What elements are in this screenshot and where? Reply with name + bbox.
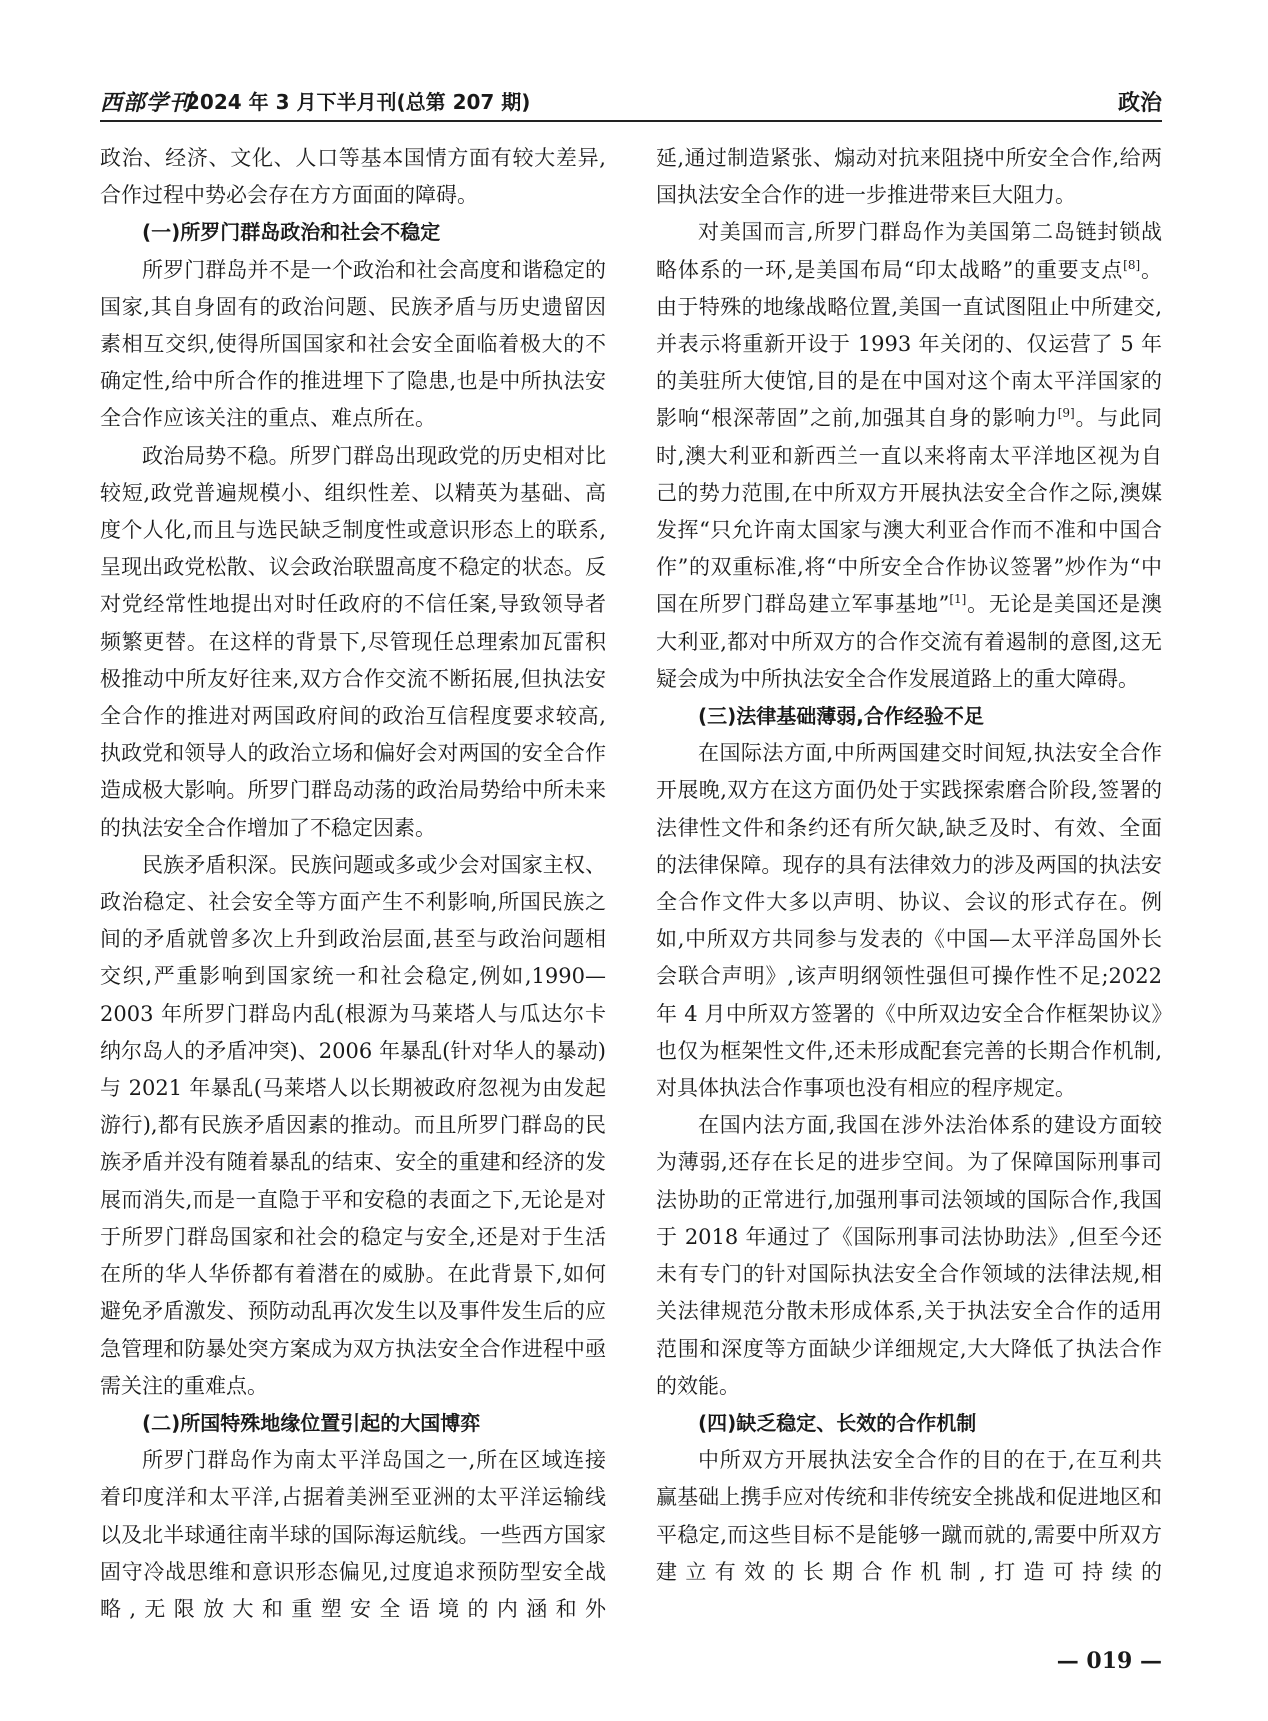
page-header [100,86,1162,122]
issue-info: 2024 年 3 月下半月刊(总第 207 期) [186,90,531,114]
paragraph: 在国际法方面,中所两国建交时间短,执法安全合作开展晚,双方在这方面仍处于实践探索磨合阶段,签署的法律性文件和条约还有所欠缺,缺乏及时、有效、全面的法律保障。现存的具有法律效力的涉及两国的执法安全合作文件大多以声明、协议、会议的形式存在。例如,中所双方共同参与发表的《中国—太平洋岛国外长会联合声明》,该声明纲领性强但可操作性不足;2022 年 4 月中所双方签署的《中所双边安全合作框架协议》也仅为框架性文件,还未形成配套完善的长期合作机制,对具体执法合作事项也没有相应的程序规定。 [656,741,1162,1101]
citation-marker: [9] [1057,406,1075,421]
section-heading: (三)法律基础薄弱,合作经验不足 [698,704,984,729]
journal-masthead: 西部学刊 [100,90,193,116]
paragraph: 民族矛盾积深。民族问题或多或少会对国家主权、政治稳定、社会安全等方面产生不利影响,所国民族之间的矛盾就曾多次上升到政治层面,甚至与政治问题相交织,严重影响到国家统一和社会稳定,例如,1990—2003 年所罗门群岛内乱(根源为马莱塔人与瓜达尔卡纳尔岛人的矛盾冲突)、2006 年暴乱(针对华人的暴动)与 2021 年暴乱(马莱塔人以长期被政府忽视为由发起游行),都有民族矛盾因素的推动。而且所罗门群岛的民族矛盾并没有随着暴乱的结束、安全的重建和经济的发展而消失,而是一直隐于平和安稳的表面之下,无论是对于所罗门群岛国家和社会的稳定与安全,还是对于生活在所的华人华侨都有着潜在的威胁。在此背景下,如何避免矛盾激发、预防动乱再次发生以及事件发生后的应急管理和防暴处突方案成为双方执法安全合作进程中亟需关注的重难点。 [100,852,606,1398]
paragraph: 中所双方开展执法安全合作的目的在于,在互利共赢基础上携手应对传统和非传统安全挑战和促进地区和平稳定,而这些目标不是能够一蹴而就的,需要中所双方建立有效的长期合作机制,打造可持续的 [656,1448,1162,1584]
citation-marker: [8] [1123,257,1141,272]
left-column [100,140,606,1628]
paragraph: 政治、经济、文化、人口等基本国情方面有较大差异, [100,146,606,170]
paragraph-text: 。由于特殊的地缘战略位置,美国一直试图阻止中所建交,并表示将重新开设于 1993 年关闭的、仅运营了 5 年的美驻所大使馆,目的是在中国对这个南太平洋国家的影响“根深蒂固”之前,加强其自身的影响力 [656,257,1162,431]
paragraph-text: 对美国而言,所罗门群岛作为美国第二岛链封锁战略体系的一环,是美国布局“印太战略”的重要支点 [656,220,1162,282]
citation-marker: [1] [949,592,967,607]
paragraph: 合作过程中势必会存在方方面面的障碍。 [100,183,478,208]
paragraph: 所罗门群岛作为南太平洋岛国之一,所在区域连接着印度洋和太平洋,占据着美洲至亚洲的太平洋运输线以及北半球通往南半球的国际海运航线。一些西方国家固守冷战思维和意识形态偏见,过度追求预防型安全战略,无限放大和重塑安全语境的内涵和外 [100,1448,606,1621]
section-heading: (四)缺乏稳定、长效的合作机制 [698,1410,977,1435]
paragraph-text: 。与此同时,澳大利亚和新西兰一直以来将南太平洋地区视为自己的势力范围,在中所双方开展执法安全合作之际,澳媒发挥“只允许南太国家与澳大利亚合作而不准和中国合作”的双重标准,将“中所安全合作协议签署”炒作为“中国在所罗门群岛建立军事基地” [656,406,1162,617]
paragraph: 所罗门群岛并不是一个政治和社会高度和谐稳定的国家,其自身固有的政治问题、民族矛盾与历史遗留因素相互交织,使得所国国家和社会安全面临着极大的不确定性,给中所合作的推进埋下了隐患,也是中所执法安全合作应该关注的重点、难点所在。 [100,257,606,431]
section-label: 政治 [1117,91,1162,116]
paragraph: 政治局势不稳。所罗门群岛出现政党的历史相对比较短,政党普遍规模小、组织性差、以精英为基础、高度个人化,而且与选民缺乏制度性或意识形态上的联系,呈现出政党松散、议会政治联盟高度不稳定的状态。反对党经常性地提出对时任政府的不信任案,导致领导者频繁更替。在这样的背景下,尽管现任总理索加瓦雷积极推动中所友好往来,双方合作交流不断拓展,但执法安全合作的推进对两国政府间的政治互信程度要求较高,执政党和领导人的政治立场和偏好会对两国的安全合作造成极大影响。所罗门群岛动荡的政治局势给中所未来的执法安全合作增加了不稳定因素。 [100,443,606,840]
paragraph-text: 。无论是美国还是澳大利亚,都对中所双方的合作交流有着遏制的意图,这无疑会成为中所执法安全合作发展道路上的重大障碍。 [656,592,1162,691]
section-heading: (一)所罗门群岛政治和社会不稳定 [142,220,441,245]
paragraph [656,214,1162,698]
right-column [656,140,1162,1591]
section-heading: (二)所国特殊地缘位置引起的大国博弈 [142,1410,481,1435]
page-number: — 019 — [1056,1648,1162,1674]
paragraph: 延,通过制造紧张、煽动对抗来阻挠中所安全合作,给两国执法安全合作的进一步推进带来巨大阻力。 [656,146,1162,208]
paragraph: 在国内法方面,我国在涉外法治体系的建设方面较为薄弱,还存在长足的进步空间。为了保障国际刑事司法协助的正常进行,加强刑事司法领域的国际合作,我国于 2018 年通过了《国际刑事司法协助法》,但至今还未有专门的针对国际执法安全合作领域的法律法规,相关法律规范分散未形成体系,关于执法安全合作的适用范围和深度等方面缺少详细规定,大大降低了执法合作的效能。 [656,1113,1162,1398]
